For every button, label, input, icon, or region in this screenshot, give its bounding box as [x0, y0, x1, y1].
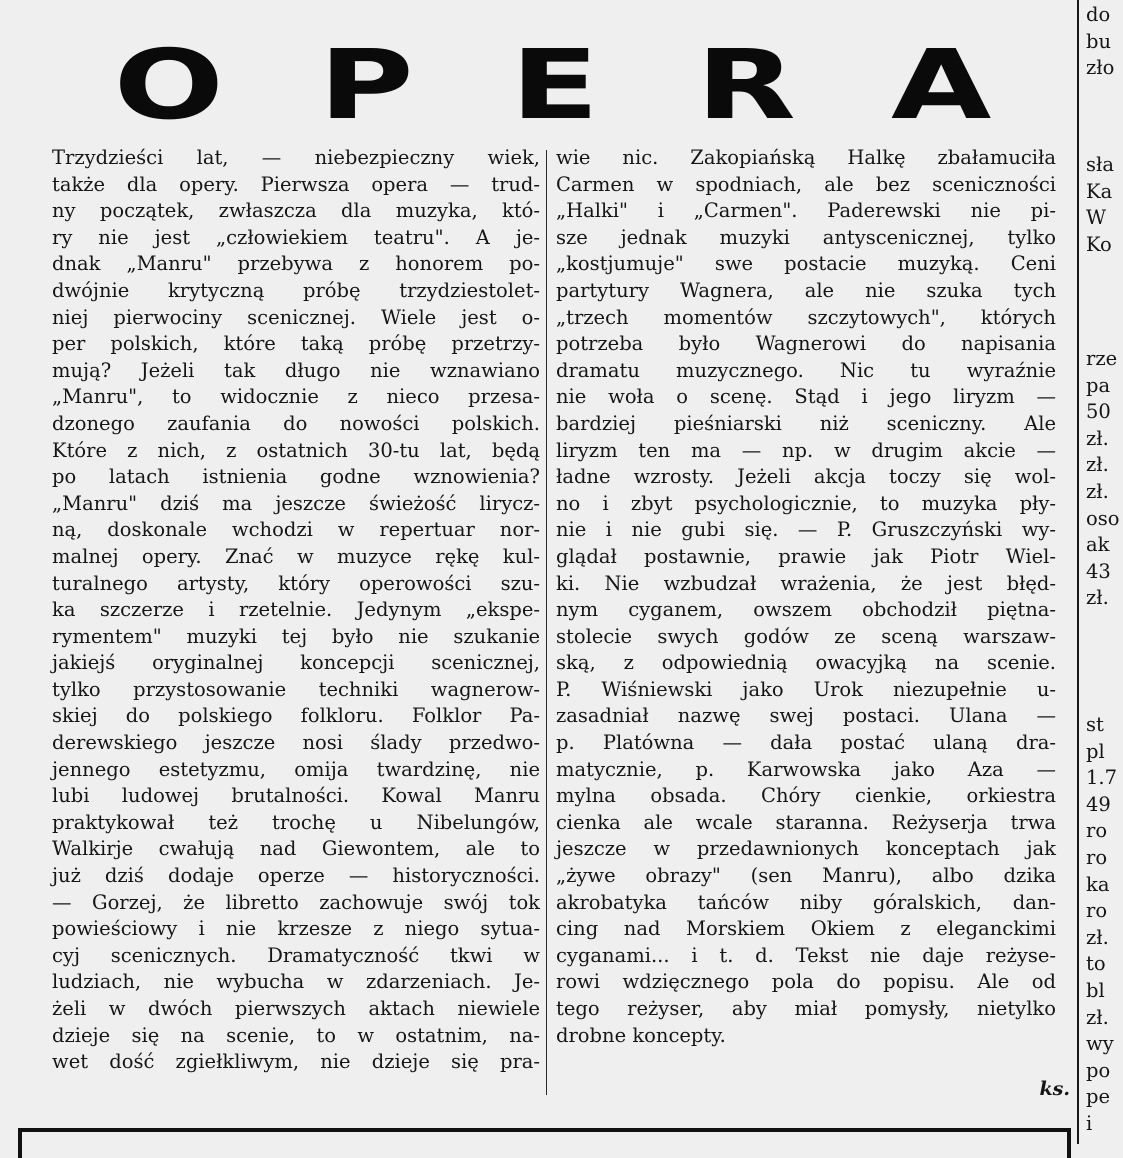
article-line: mują? Jeżeli tak długo nie wznawiano [52, 358, 540, 382]
article-line: jennego estetyzmu, omija twardzinę, nie [52, 757, 540, 781]
article-line: drobne koncepty. [556, 1023, 726, 1047]
article-line: no i zbyt psychologicznie, to muzyka pły- [556, 491, 1056, 515]
article-line: nym cyganem, owszem obchodził piętna- [556, 598, 1056, 622]
fragment-line: bl [1086, 978, 1105, 1002]
article-line: stolecie swych godów ze sceną warszaw- [556, 624, 1056, 648]
article-line: już dziś dodaje operze — historyczności. [52, 864, 540, 888]
article-line: żeli w dwóch pierwszych aktach niewiele [52, 997, 540, 1020]
fragment-line: pe [1086, 1085, 1111, 1109]
article-line: „Manru" dziś ma jeszcze świeżość lirycz- [52, 491, 540, 515]
article-line: ładne wzrosty. Jeżeli akcja toczy się wol- [556, 465, 1056, 489]
article-line: cienka ale wcale staranna. Reżyserja trwa [556, 810, 1056, 834]
adjacent-column-fragment-middle [1086, 346, 1123, 612]
page-column-rule [1077, 0, 1079, 1144]
headline-letter: E [510, 29, 600, 141]
article-line: per polskich, które taką próbę przetrzy- [52, 332, 540, 356]
fragment-line: Ko [1086, 232, 1112, 256]
headline-letter: A [890, 29, 991, 141]
article-line: wet dość zgiełkliwym, nie dzieje się pra- [52, 1050, 540, 1074]
article-line: potrzeba było Wagnerowi do napisania [556, 332, 1056, 356]
article-line: dramatu muzycznego. Nic tu wyraźnie [556, 358, 1056, 382]
fragment-line: zł. [1086, 1005, 1109, 1029]
fragment-line: Ka [1086, 179, 1113, 203]
author-signature: ks. [1039, 1078, 1070, 1100]
fragment-line: ak [1086, 533, 1110, 557]
article-line: derewskiego jeszcze nosi ślady przedwo- [52, 731, 540, 755]
fragment-line: zł. [1086, 925, 1109, 949]
article-line: „trzech momentów szczytowych", których [556, 305, 1056, 329]
article-line: Trzydzieści lat, — niebezpieczny wiek, [52, 146, 540, 169]
article-line: glądał postawnie, prawie jak Piotr Wiel- [556, 544, 1056, 568]
fragment-line: zł. [1086, 426, 1109, 450]
fragment-line: to [1086, 952, 1106, 976]
article-line: ną, doskonale wchodzi w repertuar nor- [52, 518, 540, 542]
fragment-line: pl [1086, 739, 1105, 763]
fragment-line: bu [1086, 29, 1112, 53]
fragment-line: 1.7 [1086, 766, 1118, 790]
article-line: „kostjumuje" swe postacie muzyką. Ceni [556, 252, 1056, 276]
fragment-line: po [1086, 1058, 1111, 1082]
article-column-right [556, 145, 1056, 1049]
column-divider [546, 150, 547, 1095]
article-line: „żywe obrazy" (sen Manru), albo dzika [556, 864, 1056, 888]
article-line: skiej do polskiego folkloru. Folklor Pa- [52, 704, 540, 728]
article-line: liryzm ten ma — np. w drugim akcie — [556, 438, 1056, 462]
fragment-line: ro [1086, 899, 1108, 923]
article-line: Które z nich, z ostatnich 30-tu lat, będą [52, 438, 540, 462]
article-line: dzieje się na scenie, to w ostatnim, na- [52, 1023, 540, 1047]
fragment-line: wy [1086, 1032, 1114, 1056]
article-line: sze jednak muzyki antyscenicznej, tylko [556, 225, 1056, 249]
article-line: Carmen w spodniach, ale bez sceniczności [556, 172, 1056, 196]
article-line: także dla opery. Pierwsza opera — trud- [52, 172, 540, 196]
article-line: ludziach, nie wybucha w zdarzeniach. Je- [52, 970, 540, 994]
article-line: cyj scenicznych. Dramatyczność tkwi w [52, 943, 540, 967]
adjacent-column-fragment-lower [1086, 712, 1123, 1138]
fragment-line: 50 [1086, 400, 1111, 424]
article-line: po latach istnienia godne wznowienia? [52, 465, 540, 489]
article-line: jakiejś oryginalnej koncepcji scenicznej, [52, 651, 540, 675]
article-line: tego reżyser, aby miał pomysły, nietylko [556, 997, 1056, 1020]
article-line: akrobatyka tańców niby góralskich, dan- [556, 890, 1056, 914]
headline-letter: R [695, 29, 796, 141]
article-line: zasadniał nazwę swej postaci. Ulana — [556, 704, 1056, 728]
article-line: nie woła o scenę. Stąd i jego liryzm — [556, 385, 1056, 409]
fragment-line: zło [1086, 56, 1115, 80]
headline-letter: P [318, 29, 414, 141]
article-line: dnak „Manru" przebywa z honorem po- [52, 252, 540, 276]
fragment-line: W [1086, 206, 1107, 230]
fragment-line: zł. [1086, 479, 1109, 503]
article-line: rymentem" muzyki tej było nie szukanie [52, 624, 540, 648]
fragment-line: ro [1086, 845, 1108, 869]
article-line: „Manru", to widocznie z nieco przesa- [52, 385, 540, 409]
article-line: powieściowy i nie krzesze z niego sytua- [52, 917, 540, 941]
adjacent-column-fragment-top [1086, 2, 1123, 82]
article-line: praktykował też trochę u Nibelungów, [52, 810, 540, 834]
fragment-line: pa [1086, 373, 1111, 397]
fragment-line: sła [1086, 153, 1114, 176]
headline-opera [113, 29, 991, 141]
article-line: lubi ludowej brutalności. Kowal Manru [52, 784, 540, 808]
article-line: nie i nie gubi się. — P. Gruszczyński wy- [556, 518, 1056, 542]
fragment-line: 43 [1086, 559, 1111, 583]
fragment-line: zł. [1086, 586, 1109, 610]
fragment-line: ka [1086, 872, 1110, 896]
fragment-line: i [1086, 1111, 1093, 1135]
article-line: ny początek, zwłaszcza dla muzyka, któ- [52, 199, 540, 223]
article-line: cing nad Morskiem Okiem z eleganckimi [556, 917, 1056, 941]
article-line: ry nie jest „człowiekiem teatru". A je- [52, 225, 540, 249]
article-line: P. Wiśniewski jako Urok niezupełnie u- [556, 677, 1056, 701]
article-line: bardziej pieśniarski niż sceniczny. Ale [556, 411, 1056, 435]
article-line: cyganami... i t. d. Tekst nie daje reżyse- [556, 943, 1056, 967]
fragment-line: zł. [1086, 453, 1109, 477]
article-line: Walkirje cwałują nad Giewontem, ale to [52, 837, 540, 861]
fragment-line: 49 [1086, 792, 1111, 816]
article-line: wie nic. Zakopiańską Halkę zbałamuciła [556, 146, 1056, 169]
article-line: jeszcze w przedawnionych konceptach jak [556, 837, 1056, 861]
article-line: ki. Nie wzbudzał wrażenia, że jest błęd- [556, 571, 1056, 595]
article-line: tylko przystosowanie techniki wagnerow- [52, 677, 540, 701]
article-line: mylna obsada. Chóry cienkie, orkiestra [556, 784, 1056, 808]
adjacent-column-fragment-upper [1086, 152, 1123, 258]
fragment-line: rze [1086, 347, 1118, 370]
article-column-left [52, 145, 540, 1076]
article-line: malnej opery. Znać w muzyce rękę kul- [52, 544, 540, 568]
article-line: niej pierwociny scenicznej. Wiele jest o- [52, 305, 540, 329]
article-line: partytury Wagnera, ale nie szuka tych [556, 278, 1056, 302]
article-line: dzonego zaufania do nowości polskich. [52, 411, 540, 435]
article-line: p. Platówna — dała postać ulaną dra- [556, 731, 1056, 755]
fragment-line: st [1086, 713, 1104, 736]
article-line: turalnego artysty, który operowości szu- [52, 571, 540, 595]
article-line: — Gorzej, że libretto zachowuje swój tok [52, 890, 540, 914]
headline-letter: O [113, 29, 224, 141]
article-line: dwójnie krytyczną próbę trzydziestolet- [52, 278, 540, 302]
fragment-line: do [1086, 3, 1111, 26]
fragment-line: oso [1086, 506, 1120, 530]
article-line: ka szczerze i rzetelnie. Jedynym „ekspe- [52, 598, 540, 622]
article-line: „Halki" i „Carmen". Paderewski nie pi- [556, 199, 1056, 223]
next-article-frame [18, 1128, 1071, 1158]
article-line: rowi wdzięcznego pola do popisu. Ale od [556, 970, 1056, 994]
article-line: ską, z odpowiednią owacyjką na scenie. [556, 651, 1056, 675]
article-line: matycznie, p. Karwowska jako Aza — [556, 757, 1056, 781]
fragment-line: ro [1086, 819, 1108, 843]
